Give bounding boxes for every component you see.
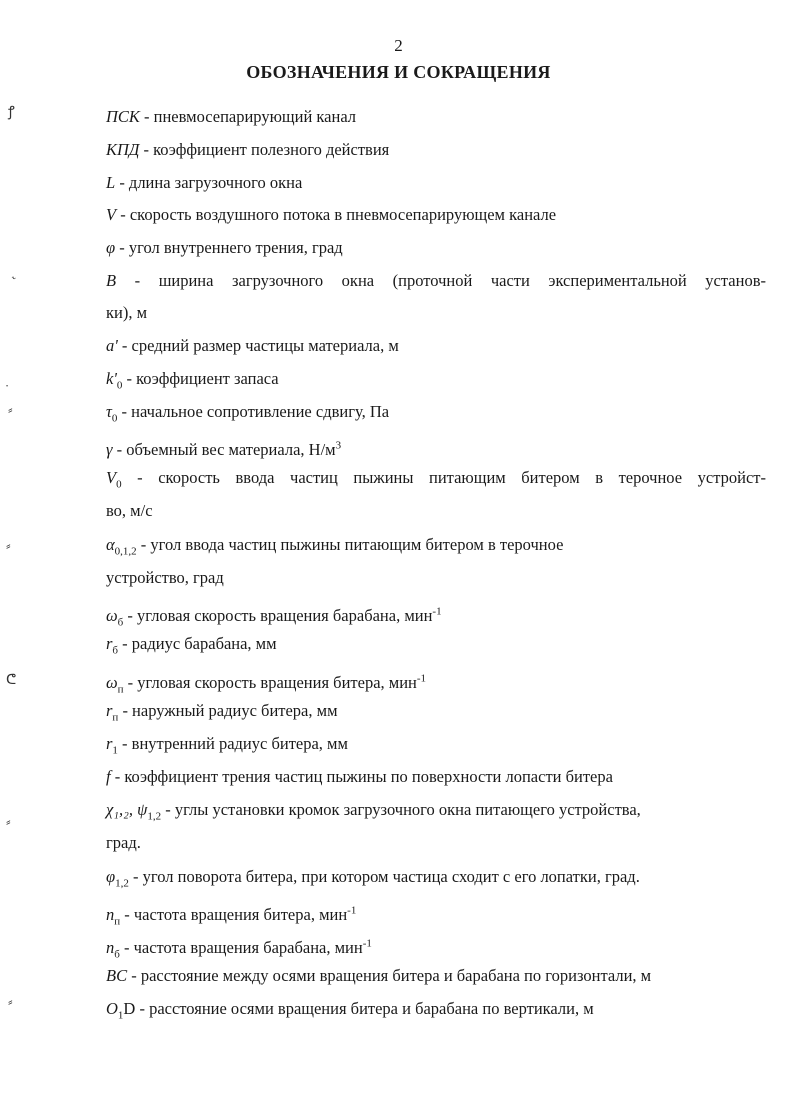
symbol: γ: [106, 439, 113, 459]
symbol: k': [106, 369, 117, 388]
symbol-subscript: б: [117, 615, 124, 628]
definition-text: - внутренний радиус битера, мм: [117, 734, 348, 753]
symbol-subscript: б: [114, 947, 120, 960]
definition-text: - длина загрузочного окна: [115, 173, 303, 192]
definition-line: [106, 667, 766, 700]
definition-text: - угловая скорость вращения битера, мин: [123, 672, 417, 692]
definition-text: - коэффициент трения частиц пыжины по поверхности лопасти битера: [110, 767, 613, 786]
symbol: V: [106, 205, 117, 224]
symbol-subscript: 0: [116, 478, 122, 491]
page-title: ОБОЗНАЧЕНИЯ И СОКРАЩЕНИЯ: [246, 62, 551, 82]
symbol: φ: [106, 238, 116, 257]
symbol-subscript: б: [112, 644, 119, 657]
definition-text: - угол поворота битера, при котором частица сходит с его лопатки, град.: [128, 867, 640, 886]
symbol-subscript: 0: [116, 379, 123, 392]
symbol: a': [106, 336, 118, 355]
definition-line: [106, 106, 766, 128]
unit-superscript: 3: [335, 439, 342, 451]
scan-mark: •: [6, 384, 9, 390]
definition-line: [106, 633, 766, 661]
definition-line: [106, 237, 766, 259]
definition-text: ки), м: [106, 303, 148, 322]
definition-line: [106, 799, 766, 827]
scan-mark: ⸗: [6, 539, 11, 554]
definition-line: [106, 139, 766, 161]
definition-line: [106, 270, 766, 292]
symbol: ω: [106, 672, 118, 692]
definition-text: D - расстояние осями вращения битера и барабана по вертикали, м: [123, 999, 594, 1018]
symbol-subscript: 1: [117, 1009, 124, 1022]
definition-text: - скорость воздушного потока в пневмосепарирующем канале: [116, 205, 557, 224]
definition-line: [106, 567, 766, 589]
symbol: α: [106, 535, 115, 554]
symbol: r: [106, 634, 113, 653]
definition-text: - объемный вес материала, Н/м: [112, 439, 336, 459]
symbol-subscript: 0,1,2: [114, 545, 137, 558]
unit-superscript: -1: [362, 937, 372, 949]
scan-mark: ⸗: [8, 403, 13, 418]
definition-text: - коэффициент запаса: [122, 369, 279, 388]
symbol: ПСК: [106, 107, 140, 126]
symbol: BC: [106, 966, 128, 985]
definition-text: во, м/с: [106, 501, 153, 520]
symbol: O: [106, 999, 118, 1018]
definition-line: [106, 932, 766, 965]
symbol-subscript: п: [112, 711, 119, 724]
definition-text: - скорость ввода частиц пыжины питающим битером в терочное устройст-: [121, 468, 766, 487]
definition-text: - начальное сопротивление сдвигу, Па: [117, 402, 390, 421]
definition-text: - расстояние между осями вращения битера и барабана по горизонтали, м: [127, 966, 652, 985]
definition-text: - частота вращения барабана, мин: [119, 937, 363, 957]
scan-mark: ˞: [12, 271, 17, 286]
symbol: f: [106, 767, 111, 786]
symbol: r: [106, 701, 113, 720]
symbol: L: [106, 173, 116, 192]
definition-text: устройство, град: [106, 568, 224, 587]
definition-line: [106, 302, 766, 324]
symbol: V: [106, 468, 117, 487]
scan-mark: ⸗: [6, 815, 11, 830]
symbol: φ: [106, 867, 116, 886]
definition-text: - ширина загрузочного окна (проточной части экспериментальной установ-: [116, 271, 766, 290]
scan-mark: ꝭ: [8, 105, 15, 120]
definition-line: [106, 401, 766, 429]
page-number: 2: [394, 36, 403, 55]
definition-text: - угловая скорость вращения барабана, мин: [123, 605, 433, 625]
unit-superscript: -1: [416, 672, 427, 684]
definition-line: [106, 998, 766, 1026]
definition-line: [106, 866, 766, 894]
definition-line: [106, 965, 766, 987]
unit-superscript: -1: [347, 904, 357, 916]
definition-text: град.: [106, 833, 141, 852]
definition-line: [106, 700, 766, 728]
definition-text: - угол внутреннего трения, град: [115, 238, 343, 257]
definition-text: - средний размер частицы материала, м: [117, 336, 399, 355]
symbol-subscript: 1,2: [115, 877, 129, 890]
symbol-subscript: 1,2: [147, 810, 162, 823]
symbol: B: [106, 271, 117, 290]
definition-text: - наружный радиус битера, мм: [118, 701, 338, 720]
definition-line: [106, 733, 766, 761]
definition-text: - пневмосепарирующий канал: [139, 107, 357, 126]
definition-text: - углы установки кромок загрузочного окна питающего устройства,: [161, 800, 641, 819]
definition-line: [106, 335, 766, 357]
symbol: χ₁,₂, ψ: [106, 800, 148, 819]
definition-text: - коэффициент полезного действия: [139, 140, 390, 159]
symbol: τ: [106, 402, 112, 421]
definition-line: [106, 832, 766, 854]
definition-line: [106, 434, 766, 461]
scan-mark: ⸗: [8, 995, 13, 1010]
symbol: КПД: [106, 140, 140, 159]
symbol: r: [106, 734, 113, 753]
definition-text: - радиус барабана, мм: [118, 634, 277, 653]
symbol-subscript: п: [117, 682, 124, 695]
definition-line: [106, 500, 766, 522]
definition-text: - угол ввода частиц пыжины питающим битером в терочное: [136, 535, 564, 554]
definition-line: [106, 467, 766, 495]
definition-line: [106, 766, 766, 788]
definition-line: [106, 899, 766, 932]
unit-superscript: -1: [432, 605, 442, 617]
definition-line: [106, 600, 766, 633]
symbol: ω: [106, 605, 118, 625]
symbol-subscript: 1: [112, 744, 118, 757]
definition-line: [106, 172, 766, 194]
definition-text: - частота вращения битера, мин: [120, 904, 348, 924]
scan-mark: ᕦ: [6, 673, 17, 688]
symbol-subscript: 0: [111, 412, 118, 425]
definition-line: [106, 534, 766, 562]
definition-line: [106, 368, 766, 396]
symbol: n: [106, 937, 115, 957]
symbol-subscript: п: [114, 914, 121, 927]
definition-line: [106, 204, 766, 226]
symbol: n: [106, 904, 115, 924]
